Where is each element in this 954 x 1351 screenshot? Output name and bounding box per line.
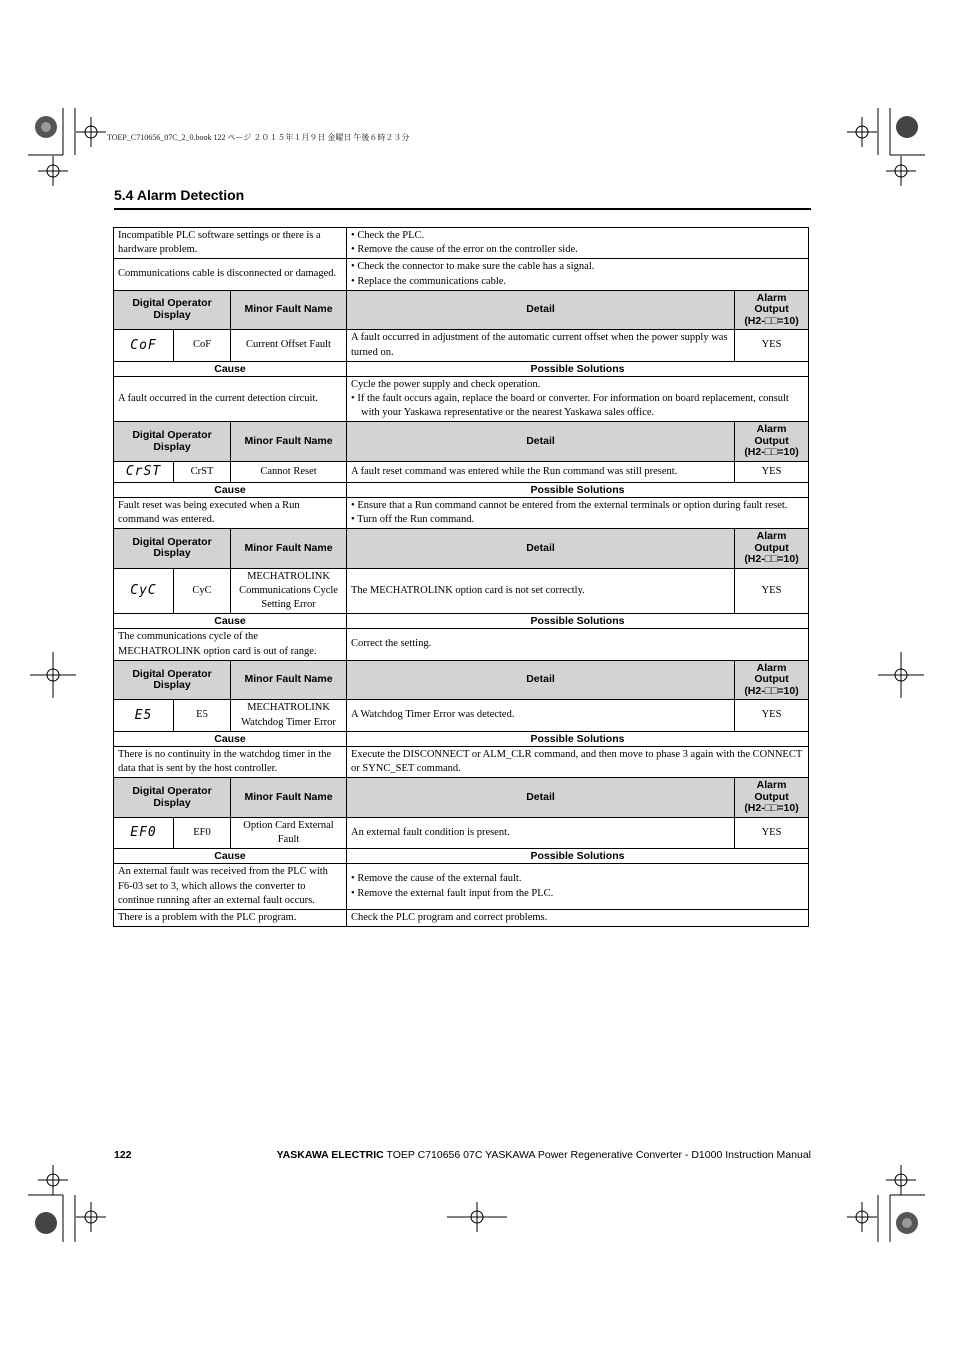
header-alarm-output (735, 529, 809, 569)
header-alarm-line: Output (754, 673, 789, 686)
cause-header-row (114, 614, 809, 629)
header-alarm-line: Alarm (756, 530, 787, 543)
fault-code: CoF (174, 330, 231, 361)
cause-header-row (114, 731, 809, 746)
alarm-output: YES (735, 817, 809, 848)
solution-text: Cycle the power supply and check operation. (351, 378, 541, 390)
solution-bullet: • Check the connector to make sure the cable has a signal. (351, 260, 804, 274)
header-alarm-line: (H2-□□=10) (744, 802, 799, 815)
alarm-output: YES (735, 568, 809, 614)
solution-bullet: • Remove the external fault input from the PLC. (351, 887, 804, 901)
cause-row (114, 909, 809, 926)
fault-row (114, 330, 809, 361)
solutions-cell (347, 864, 809, 910)
operator-display: EF0 (114, 817, 174, 848)
cause-cell: The communications cycle of the MECHATROLINK option card is out of range. (114, 629, 347, 660)
header-minor-fault: Minor Fault Name (231, 778, 347, 818)
cause-cell: Fault reset was being executed when a Run command was entered. (114, 497, 347, 528)
header-minor-fault: Minor Fault Name (231, 422, 347, 462)
fault-code: CrST (174, 462, 231, 483)
fault-name: Current Offset Fault (231, 330, 347, 361)
solutions-cell (347, 497, 809, 528)
header-solutions: Possible Solutions (347, 482, 809, 497)
cause-row (114, 376, 809, 422)
fault-header-row (114, 660, 809, 700)
solution-text: Execute the DISCONNECT or ALM_CLR command, and then move to phase 3 again with the CONNECT or SYNC_SET command. (351, 748, 803, 775)
cause-cell: A fault occurred in the current detection circuit. (114, 376, 347, 422)
alarm-table (113, 227, 809, 927)
fault-header-row (114, 422, 809, 462)
cause-row (114, 629, 809, 660)
cause-row (114, 228, 809, 259)
header-display: Digital Operator Display (114, 660, 231, 700)
fault-header-row (114, 290, 809, 330)
solution-bullet: • Remove the cause of the error on the controller side. (351, 243, 804, 257)
cause-row (114, 497, 809, 528)
header-cause: Cause (114, 361, 347, 376)
header-alarm-line: Alarm (756, 661, 787, 674)
solution-bullet: • If the fault occurs again, replace the board or converter. For information on board replacement, consult with your Yaskawa representative or the nearest Yaskawa sales office. (351, 392, 804, 420)
operator-display: E5 (114, 700, 174, 731)
fault-code: CyC (174, 568, 231, 614)
header-alarm-line: Output (754, 303, 789, 316)
cause-cell: An external fault was received from the PLC with F6-03 set to 3, which allows the converter to continue running after an external fault occurs. (114, 864, 347, 910)
fault-detail: A fault reset command was entered while the Run command was still present. (347, 462, 735, 483)
fault-code: EF0 (174, 817, 231, 848)
solution-bullet: • Remove the cause of the external fault. (351, 872, 804, 886)
cause-row (114, 746, 809, 777)
fault-header-row (114, 529, 809, 569)
solutions-cell (347, 228, 809, 259)
header-solutions: Possible Solutions (347, 731, 809, 746)
alarm-output: YES (735, 330, 809, 361)
header-detail: Detail (347, 529, 735, 569)
solutions-cell (347, 909, 809, 926)
fault-name: MECHATROLINK Watchdog Timer Error (231, 700, 347, 731)
solutions-cell (347, 629, 809, 660)
cause-header-row (114, 482, 809, 497)
header-cause: Cause (114, 482, 347, 497)
solution-text: Correct the setting. (351, 638, 432, 650)
operator-display: CoF (114, 330, 174, 361)
header-minor-fault: Minor Fault Name (231, 290, 347, 330)
footer-brand: YASKAWA ELECTRIC (276, 1149, 384, 1161)
header-alarm-line: Output (754, 434, 789, 447)
solution-text: Check the PLC program and correct problems. (351, 911, 548, 923)
cause-header-row (114, 361, 809, 376)
header-display: Digital Operator Display (114, 778, 231, 818)
fault-detail: The MECHATROLINK option card is not set correctly. (347, 568, 735, 614)
solution-bullet: • Replace the communications cable. (351, 275, 804, 289)
cause-header-row (114, 849, 809, 864)
fault-row (114, 462, 809, 483)
header-minor-fault: Minor Fault Name (231, 529, 347, 569)
header-alarm-line: (H2-□□=10) (744, 553, 799, 566)
header-solutions: Possible Solutions (347, 849, 809, 864)
header-alarm-line: (H2-□□=10) (744, 314, 799, 327)
header-alarm-line: (H2-□□=10) (744, 446, 799, 459)
header-display: Digital Operator Display (114, 422, 231, 462)
fault-code: E5 (174, 700, 231, 731)
header-alarm-line: Alarm (756, 291, 787, 304)
fault-row (114, 700, 809, 731)
fault-row (114, 817, 809, 848)
fault-detail: An external fault condition is present. (347, 817, 735, 848)
header-cause: Cause (114, 614, 347, 629)
header-alarm-output (735, 290, 809, 330)
header-solutions: Possible Solutions (347, 614, 809, 629)
section-title: 5.4 Alarm Detection (114, 187, 245, 203)
fault-header-row (114, 778, 809, 818)
fault-detail: A Watchdog Timer Error was detected. (347, 700, 735, 731)
fault-name: MECHATROLINK Communications Cycle Setting Error (231, 568, 347, 614)
header-detail: Detail (347, 422, 735, 462)
header-detail: Detail (347, 660, 735, 700)
header-solutions: Possible Solutions (347, 361, 809, 376)
cause-cell: There is a problem with the PLC program. (114, 909, 347, 926)
header-alarm-line: Output (754, 790, 789, 803)
header-display: Digital Operator Display (114, 290, 231, 330)
section-rule (114, 208, 811, 210)
operator-display: CrST (114, 462, 174, 483)
operator-display: CyC (114, 568, 174, 614)
header-minor-fault: Minor Fault Name (231, 660, 347, 700)
solution-bullet: • Turn off the Run command. (351, 513, 804, 527)
solution-bullet: • Check the PLC. (351, 229, 804, 243)
cause-row (114, 864, 809, 910)
header-detail: Detail (347, 290, 735, 330)
footer-doc: TOEP C710656 07C YASKAWA Power Regenerative Converter - D1000 Instruction Manual (383, 1149, 811, 1161)
solutions-cell (347, 259, 809, 290)
header-alarm-line: (H2-□□=10) (744, 684, 799, 697)
page-number: 122 (114, 1149, 132, 1161)
footer-manual-title (277, 1149, 811, 1161)
fault-row (114, 568, 809, 614)
header-alarm-line: Output (754, 541, 789, 554)
header-detail: Detail (347, 778, 735, 818)
header-cause: Cause (114, 731, 347, 746)
header-alarm-output (735, 660, 809, 700)
header-alarm-line: Alarm (756, 423, 787, 436)
header-display: Digital Operator Display (114, 529, 231, 569)
header-alarm-line: Alarm (756, 779, 787, 792)
fault-detail: A fault occurred in adjustment of the automatic current offset when the power supply was turned on. (347, 330, 735, 361)
header-cause: Cause (114, 849, 347, 864)
header-alarm-output (735, 422, 809, 462)
cause-cell: Communications cable is disconnected or damaged. (114, 259, 347, 290)
fault-name: Cannot Reset (231, 462, 347, 483)
solution-bullet: • Ensure that a Run command cannot be entered from the external terminals or option during fault reset. (351, 499, 804, 513)
solutions-cell (347, 746, 809, 777)
cause-cell: There is no continuity in the watchdog timer in the data that is sent by the host controller. (114, 746, 347, 777)
solutions-cell (347, 376, 809, 422)
fault-name: Option Card External Fault (231, 817, 347, 848)
cause-row (114, 259, 809, 290)
alarm-output: YES (735, 700, 809, 731)
cause-cell: Incompatible PLC software settings or there is a hardware problem. (114, 228, 347, 259)
alarm-output: YES (735, 462, 809, 483)
print-header: TOEP_C710656_07C_2_0.book 122 ページ ２０１５年１月９日 金曜日 午後６時２３分 (107, 133, 410, 142)
header-alarm-output (735, 778, 809, 818)
